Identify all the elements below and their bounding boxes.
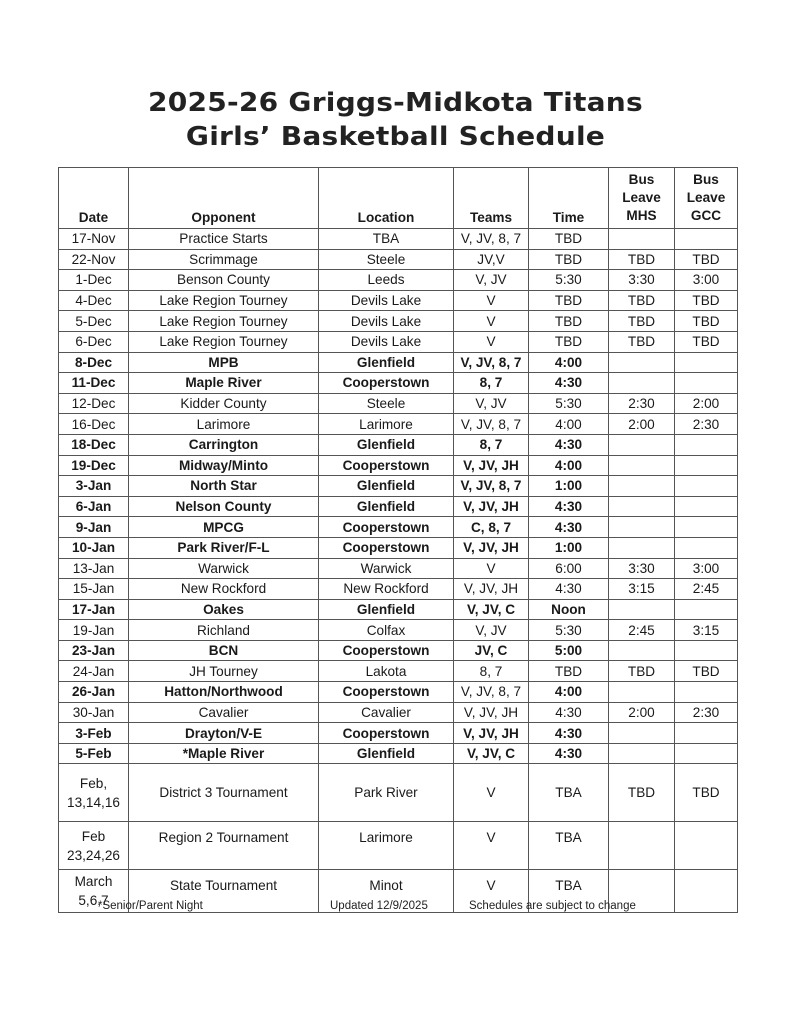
cell-time: TBA	[529, 764, 609, 822]
updated-date: Updated 12/9/2025	[330, 900, 428, 912]
cell-date: 24-Jan	[59, 661, 129, 682]
table-row	[59, 476, 738, 497]
title-line-1: 2025-26 Griggs-Midkota Titans	[148, 88, 643, 118]
header-opponent: Opponent	[129, 168, 319, 229]
cell-bus-mhs	[609, 682, 675, 703]
cell-bus-mhs: 2:30	[609, 393, 675, 414]
cell-opponent: Lake Region Tourney	[129, 311, 319, 332]
cell-bus-gcc	[675, 723, 738, 744]
cell-time: TBD	[529, 249, 609, 270]
cell-location: Cooperstown	[319, 373, 454, 394]
cell-bus-mhs: 2:45	[609, 620, 675, 641]
cell-location: Glenfield	[319, 599, 454, 620]
cell-date: 17-Jan	[59, 599, 129, 620]
cell-teams: V, JV, 8, 7	[454, 229, 529, 250]
cell-date: Feb, 13,14,16	[59, 764, 129, 822]
cell-opponent: Benson County	[129, 270, 319, 291]
cell-bus-mhs: 3:15	[609, 579, 675, 600]
table-row	[59, 640, 738, 661]
cell-opponent: BCN	[129, 640, 319, 661]
cell-date: 6-Dec	[59, 331, 129, 352]
table-row	[59, 579, 738, 600]
cell-bus-gcc	[675, 373, 738, 394]
cell-date: 13-Jan	[59, 558, 129, 579]
cell-date: Feb 23,24,26	[59, 822, 129, 870]
cell-teams: V	[454, 822, 529, 870]
cell-opponent: Cavalier	[129, 702, 319, 723]
cell-time: 5:30	[529, 620, 609, 641]
cell-bus-gcc: 3:00	[675, 558, 738, 579]
cell-time: 1:00	[529, 537, 609, 558]
cell-teams: V	[454, 290, 529, 311]
table-row	[59, 373, 738, 394]
cell-time: 4:30	[529, 373, 609, 394]
cell-location: Steele	[319, 249, 454, 270]
cell-time: 4:30	[529, 702, 609, 723]
cell-bus-mhs	[609, 455, 675, 476]
cell-location: Leeds	[319, 270, 454, 291]
cell-opponent: Drayton/V-E	[129, 723, 319, 744]
header-time: Time	[529, 168, 609, 229]
cell-bus-mhs	[609, 434, 675, 455]
cell-bus-mhs: 2:00	[609, 702, 675, 723]
cell-date: 9-Jan	[59, 517, 129, 538]
cell-opponent: Hatton/Northwood	[129, 682, 319, 703]
table-row	[59, 455, 738, 476]
table-row	[59, 229, 738, 250]
table-row	[59, 558, 738, 579]
cell-time: Noon	[529, 599, 609, 620]
cell-time: TBD	[529, 229, 609, 250]
cell-teams: JV, C	[454, 640, 529, 661]
cell-date: 8-Dec	[59, 352, 129, 373]
cell-opponent: Nelson County	[129, 496, 319, 517]
cell-bus-mhs: 3:30	[609, 270, 675, 291]
cell-teams: V, JV, C	[454, 743, 529, 764]
cell-time: 4:30	[529, 496, 609, 517]
cell-bus-gcc	[675, 640, 738, 661]
cell-opponent: Lake Region Tourney	[129, 331, 319, 352]
cell-location: Cooperstown	[319, 517, 454, 538]
cell-bus-gcc: 3:00	[675, 270, 738, 291]
cell-location: Devils Lake	[319, 331, 454, 352]
cell-date: 16-Dec	[59, 414, 129, 435]
cell-time: 4:30	[529, 517, 609, 538]
cell-location: Cooperstown	[319, 640, 454, 661]
cell-teams: V, JV, C	[454, 599, 529, 620]
cell-bus-mhs	[609, 743, 675, 764]
header-teams: Teams	[454, 168, 529, 229]
cell-teams: V, JV, 8, 7	[454, 414, 529, 435]
cell-time: 1:00	[529, 476, 609, 497]
cell-opponent: JH Tourney	[129, 661, 319, 682]
cell-time: TBD	[529, 311, 609, 332]
cell-date: 15-Jan	[59, 579, 129, 600]
cell-location: New Rockford	[319, 579, 454, 600]
tournament-row	[59, 764, 738, 822]
cell-bus-gcc: 2:00	[675, 393, 738, 414]
cell-bus-mhs: TBD	[609, 764, 675, 822]
cell-teams: V, JV, 8, 7	[454, 682, 529, 703]
cell-teams: V, JV, JH	[454, 455, 529, 476]
table-row	[59, 517, 738, 538]
table-row	[59, 249, 738, 270]
table-row	[59, 661, 738, 682]
cell-opponent: Lake Region Tourney	[129, 290, 319, 311]
cell-bus-gcc	[675, 229, 738, 250]
cell-teams: JV,V	[454, 249, 529, 270]
cell-opponent: Midway/Minto	[129, 455, 319, 476]
cell-opponent: Carrington	[129, 434, 319, 455]
table-row	[59, 352, 738, 373]
cell-teams: 8, 7	[454, 661, 529, 682]
table-row	[59, 331, 738, 352]
cell-date: 6-Jan	[59, 496, 129, 517]
cell-location: Devils Lake	[319, 290, 454, 311]
header-location: Location	[319, 168, 454, 229]
cell-bus-mhs	[609, 822, 675, 870]
cell-time: 4:00	[529, 414, 609, 435]
cell-date: March 5,6,7	[59, 870, 129, 913]
cell-location: Glenfield	[319, 496, 454, 517]
cell-date: 11-Dec	[59, 373, 129, 394]
cell-date: 3-Jan	[59, 476, 129, 497]
cell-bus-gcc	[675, 743, 738, 764]
cell-bus-gcc: TBD	[675, 331, 738, 352]
cell-bus-gcc: TBD	[675, 290, 738, 311]
cell-opponent: Richland	[129, 620, 319, 641]
cell-bus-gcc: 2:30	[675, 702, 738, 723]
cell-location: Larimore	[319, 414, 454, 435]
table-row	[59, 743, 738, 764]
cell-bus-gcc	[675, 434, 738, 455]
cell-bus-mhs: TBD	[609, 331, 675, 352]
cell-bus-gcc: TBD	[675, 249, 738, 270]
cell-teams: V	[454, 558, 529, 579]
table-row	[59, 537, 738, 558]
cell-teams: V	[454, 870, 529, 913]
cell-location: Steele	[319, 393, 454, 414]
cell-location: Glenfield	[319, 743, 454, 764]
tournament-row	[59, 822, 738, 870]
cell-bus-mhs	[609, 640, 675, 661]
cell-bus-gcc	[675, 682, 738, 703]
cell-time: TBD	[529, 290, 609, 311]
footnote-senior-night: *Senior/Parent Night	[98, 900, 203, 912]
cell-location: Minot	[319, 870, 454, 913]
cell-teams: V	[454, 764, 529, 822]
cell-time: 5:30	[529, 270, 609, 291]
cell-teams: V, JV, 8, 7	[454, 352, 529, 373]
cell-location: Cavalier	[319, 702, 454, 723]
cell-location: Cooperstown	[319, 537, 454, 558]
cell-bus-gcc: TBD	[675, 311, 738, 332]
cell-date: 5-Feb	[59, 743, 129, 764]
cell-bus-mhs	[609, 373, 675, 394]
table-row	[59, 311, 738, 332]
cell-opponent: Scrimmage	[129, 249, 319, 270]
cell-teams: V	[454, 311, 529, 332]
cell-opponent: MPCG	[129, 517, 319, 538]
cell-time: 4:00	[529, 682, 609, 703]
cell-opponent: *Maple River	[129, 743, 319, 764]
table-row	[59, 290, 738, 311]
cell-bus-gcc: TBD	[675, 764, 738, 822]
cell-teams: V, JV	[454, 270, 529, 291]
title-line-2: Girls’ Basketball Schedule	[185, 122, 606, 152]
cell-date: 23-Jan	[59, 640, 129, 661]
cell-time: TBD	[529, 661, 609, 682]
table-row	[59, 414, 738, 435]
cell-opponent: North Star	[129, 476, 319, 497]
cell-bus-gcc	[675, 822, 738, 870]
cell-teams: V, JV, JH	[454, 496, 529, 517]
cell-bus-mhs: 3:30	[609, 558, 675, 579]
cell-location: Cooperstown	[319, 723, 454, 744]
table-row	[59, 270, 738, 291]
table-row	[59, 599, 738, 620]
cell-bus-mhs: TBD	[609, 661, 675, 682]
cell-date: 30-Jan	[59, 702, 129, 723]
cell-bus-mhs: TBD	[609, 290, 675, 311]
cell-location: TBA	[319, 229, 454, 250]
cell-bus-mhs	[609, 537, 675, 558]
cell-teams: 8, 7	[454, 434, 529, 455]
cell-opponent: New Rockford	[129, 579, 319, 600]
cell-bus-mhs	[609, 496, 675, 517]
cell-date: 22-Nov	[59, 249, 129, 270]
cell-bus-gcc	[675, 455, 738, 476]
cell-location: Cooperstown	[319, 682, 454, 703]
cell-opponent: State Tournament	[129, 870, 319, 913]
header-bus-leave-gcc: Bus Leave GCC	[675, 168, 738, 229]
cell-location: Larimore	[319, 822, 454, 870]
cell-time: 5:00	[529, 640, 609, 661]
cell-time: TBA	[529, 870, 609, 913]
cell-time: 4:00	[529, 352, 609, 373]
cell-time: 4:30	[529, 723, 609, 744]
cell-bus-gcc	[675, 517, 738, 538]
cell-teams: V, JV	[454, 620, 529, 641]
cell-date: 12-Dec	[59, 393, 129, 414]
cell-opponent: Larimore	[129, 414, 319, 435]
cell-bus-mhs	[609, 352, 675, 373]
cell-time: 4:30	[529, 434, 609, 455]
table-row	[59, 496, 738, 517]
cell-time: TBA	[529, 822, 609, 870]
cell-bus-gcc: 2:45	[675, 579, 738, 600]
cell-date: 17-Nov	[59, 229, 129, 250]
cell-opponent: Practice Starts	[129, 229, 319, 250]
cell-location: Glenfield	[319, 434, 454, 455]
cell-teams: C, 8, 7	[454, 517, 529, 538]
schedule-table	[58, 167, 738, 913]
header-date: Date	[59, 168, 129, 229]
cell-bus-mhs	[609, 517, 675, 538]
cell-teams: V, JV, JH	[454, 537, 529, 558]
cell-location: Park River	[319, 764, 454, 822]
cell-time: 4:00	[529, 455, 609, 476]
table-row	[59, 702, 738, 723]
cell-teams: V, JV, JH	[454, 723, 529, 744]
cell-bus-mhs	[609, 723, 675, 744]
cell-time: 6:00	[529, 558, 609, 579]
cell-teams: V, JV	[454, 393, 529, 414]
cell-opponent: Region 2 Tournament	[129, 822, 319, 870]
cell-opponent: Oakes	[129, 599, 319, 620]
cell-teams: 8, 7	[454, 373, 529, 394]
cell-time: 5:30	[529, 393, 609, 414]
cell-bus-gcc	[675, 476, 738, 497]
cell-opponent: Park River/F-L	[129, 537, 319, 558]
cell-date: 4-Dec	[59, 290, 129, 311]
cell-location: Cooperstown	[319, 455, 454, 476]
table-row	[59, 723, 738, 744]
cell-date: 19-Jan	[59, 620, 129, 641]
cell-location: Colfax	[319, 620, 454, 641]
cell-location: Warwick	[319, 558, 454, 579]
cell-bus-gcc	[675, 599, 738, 620]
cell-date: 26-Jan	[59, 682, 129, 703]
cell-bus-gcc: 3:15	[675, 620, 738, 641]
cell-bus-gcc	[675, 496, 738, 517]
cell-opponent: Maple River	[129, 373, 319, 394]
cell-date: 18-Dec	[59, 434, 129, 455]
cell-bus-gcc	[675, 537, 738, 558]
cell-bus-mhs: 2:00	[609, 414, 675, 435]
cell-time: TBD	[529, 331, 609, 352]
cell-opponent: Warwick	[129, 558, 319, 579]
cell-bus-mhs: TBD	[609, 249, 675, 270]
cell-date: 5-Dec	[59, 311, 129, 332]
cell-time: 4:30	[529, 743, 609, 764]
table-row	[59, 682, 738, 703]
cell-opponent: MPB	[129, 352, 319, 373]
cell-date: 1-Dec	[59, 270, 129, 291]
disclaimer: Schedules are subject to change	[469, 900, 636, 912]
cell-bus-gcc	[675, 352, 738, 373]
cell-bus-mhs	[609, 476, 675, 497]
cell-location: Glenfield	[319, 476, 454, 497]
cell-bus-gcc	[675, 870, 738, 913]
cell-teams: V	[454, 331, 529, 352]
cell-location: Devils Lake	[319, 311, 454, 332]
cell-bus-mhs: TBD	[609, 311, 675, 332]
cell-time: 4:30	[529, 579, 609, 600]
cell-bus-mhs	[609, 229, 675, 250]
table-row	[59, 620, 738, 641]
cell-location: Lakota	[319, 661, 454, 682]
cell-opponent: Kidder County	[129, 393, 319, 414]
cell-bus-mhs	[609, 599, 675, 620]
header-row	[59, 168, 738, 229]
cell-teams: V, JV, 8, 7	[454, 476, 529, 497]
table-row	[59, 393, 738, 414]
table-row	[59, 434, 738, 455]
cell-location: Glenfield	[319, 352, 454, 373]
cell-date: 19-Dec	[59, 455, 129, 476]
cell-teams: V, JV, JH	[454, 579, 529, 600]
header-bus-leave-mhs: Bus Leave MHS	[609, 168, 675, 229]
cell-date: 3-Feb	[59, 723, 129, 744]
cell-opponent: District 3 Tournament	[129, 764, 319, 822]
cell-bus-gcc: TBD	[675, 661, 738, 682]
cell-teams: V, JV, JH	[454, 702, 529, 723]
cell-date: 10-Jan	[59, 537, 129, 558]
cell-bus-gcc: 2:30	[675, 414, 738, 435]
